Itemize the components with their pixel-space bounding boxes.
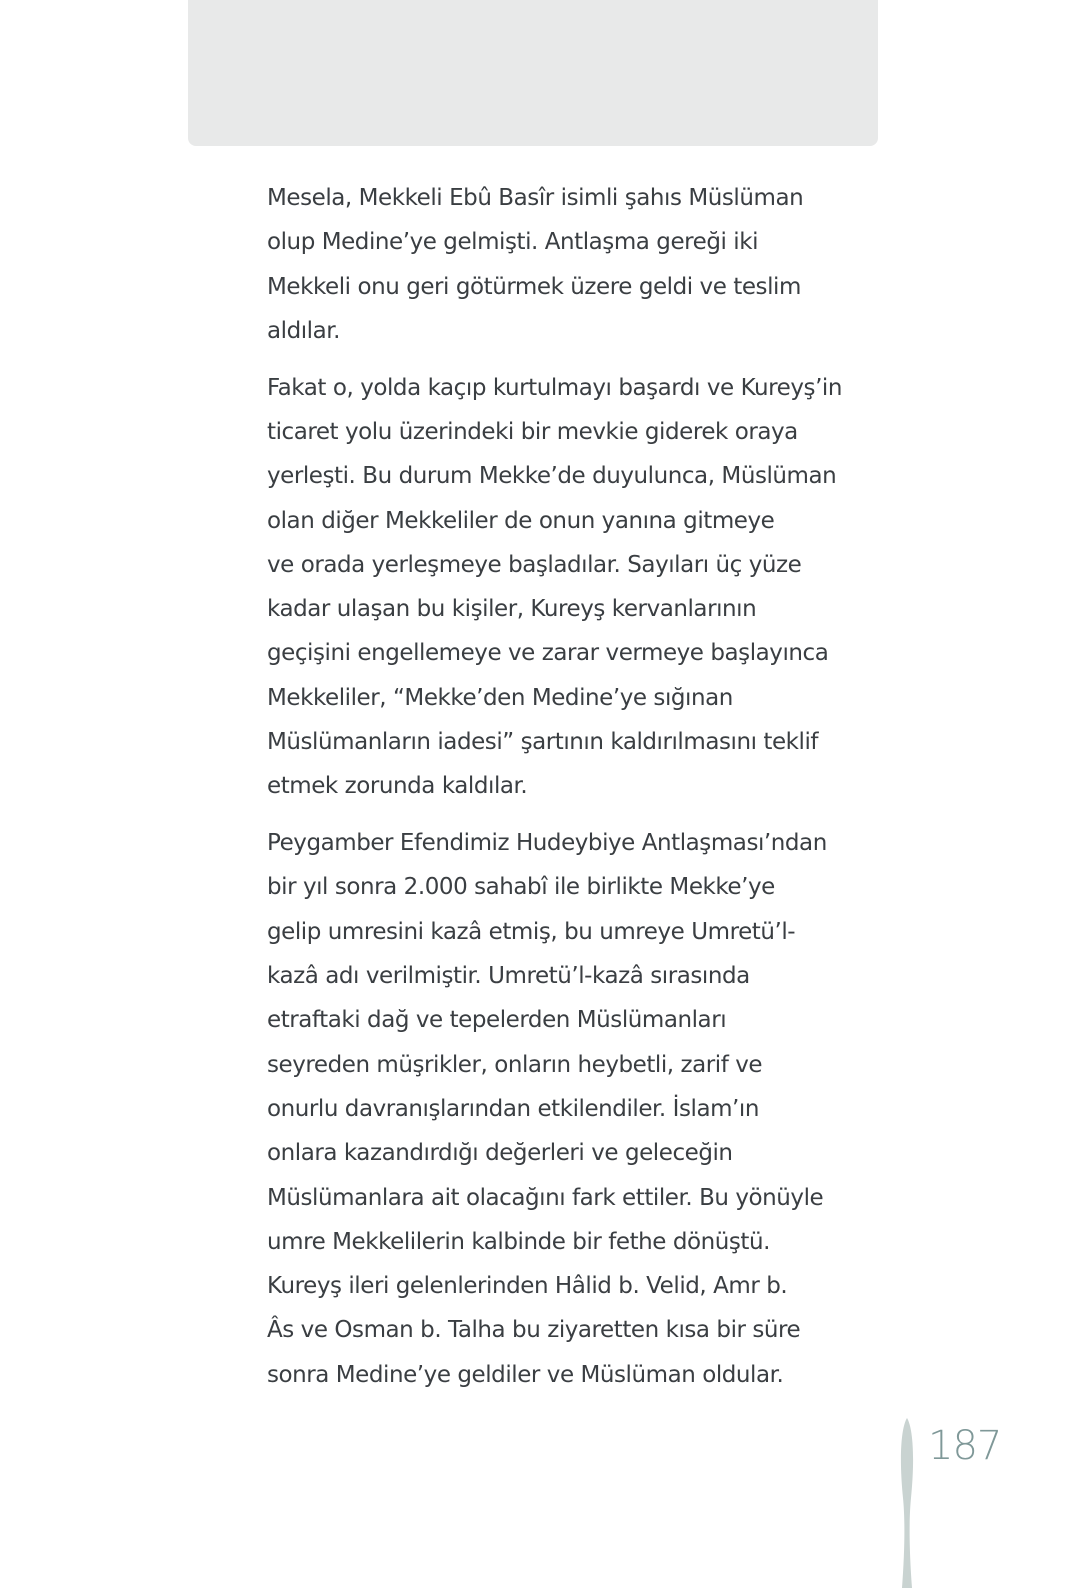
ornament-shape [901, 1418, 913, 1588]
text-line: geçişini engellemeye ve zarar vermeye başlayınca [267, 640, 829, 667]
body-text [267, 176, 843, 1397]
text-line: onlara kazandırdığı değerleri ve geleceğin [267, 1140, 733, 1167]
text-line: Mekkeli onu geri götürmek üzere geldi ve teslim [267, 273, 801, 300]
text-line: kadar ulaşan bu kişiler, Kureyş kervanlarının [267, 596, 757, 623]
text-line: Fakat o, yolda kaçıp kurtulmayı başardı ve Kureyş’in [267, 374, 843, 401]
paragraph-3 [267, 821, 827, 1397]
text-line: onurlu davranışlarından etkilendiler. İslam’ın [267, 1095, 759, 1122]
text-line: bir yıl sonra 2.000 sahabî ile birlikte Mekke’ye [267, 874, 775, 901]
paragraph-2 [267, 366, 843, 809]
text-line: ticaret yolu üzerindeki bir mevkie giderek oraya [267, 418, 798, 445]
text-line: ve orada yerleşmeye başladılar. Sayıları üç yüze [267, 551, 802, 578]
text-line: kazâ adı verilmiştir. Umretü’l-kazâ sırasında [267, 963, 750, 990]
page-ornament-icon [896, 1418, 918, 1588]
text-line: Peygamber Efendimiz Hudeybiye Antlaşması’ndan [267, 830, 827, 857]
text-line: aldılar. [267, 317, 341, 344]
text-line: Mesela, Mekkeli Ebû Basîr isimli şahıs Müslüman [267, 185, 804, 211]
text-line: seyreden müşrikler, onların heybetli, zarif ve [267, 1051, 763, 1078]
text-line: Müslümanların iadesi” şartının kaldırılmasını teklif [267, 729, 819, 756]
page-number: 187 [928, 1423, 1002, 1469]
header-band [188, 0, 878, 146]
paragraph-1 [267, 176, 812, 353]
text-line: yerleşti. Bu durum Mekke’de duyulunca, Müslüman [267, 463, 837, 490]
text-line: umre Mekkelilerin kalbinde bir fethe dönüştü. [267, 1228, 770, 1255]
text-line: sonra Medine’ye geldiler ve Müslüman oldular. [267, 1361, 784, 1388]
text-line: etraftaki dağ ve tepelerden Müslümanları [267, 1007, 727, 1034]
text-line: Müslümanlara ait olacağını fark ettiler. Bu yönüyle [267, 1184, 824, 1211]
text-line: olup Medine’ye gelmişti. Antlaşma gereği iki [267, 229, 759, 256]
text-line: olan diğer Mekkeliler de onun yanına gitmeye [267, 507, 775, 534]
text-line: etmek zorunda kaldılar. [267, 773, 528, 800]
text-line: Mekkeliler, “Mekke’den Medine’ye sığınan [267, 684, 733, 711]
text-line: gelip umresini kazâ etmiş, bu umreye Umretü’l- [267, 918, 796, 945]
text-line: Âs ve Osman b. Talha bu ziyaretten kısa bir süre [267, 1317, 801, 1344]
text-line: Kureyş ileri gelenlerinden Hâlid b. Velid, Amr b. [267, 1273, 788, 1300]
